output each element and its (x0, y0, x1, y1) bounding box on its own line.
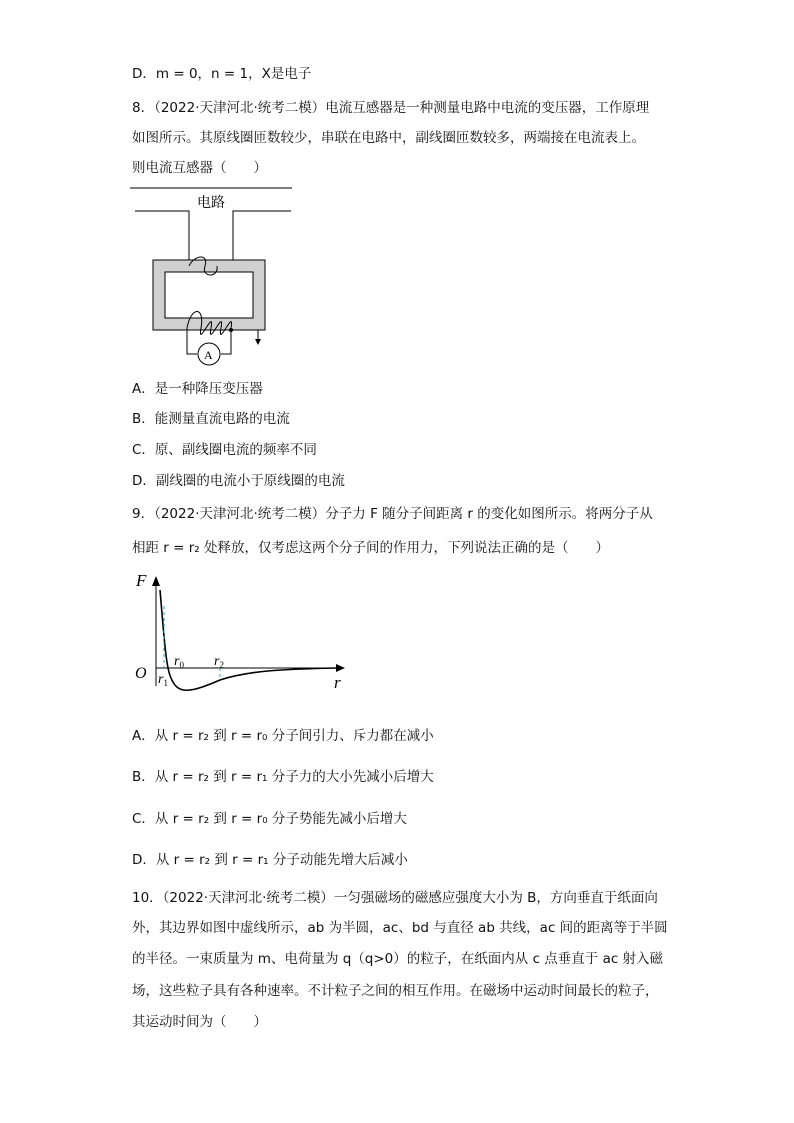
question-8-line-2: 如图所示。其原线圈匝数较少，串联在电路中，副线圈匝数较多，两端接在电流表上。 (132, 130, 645, 146)
q9-option-b: B．从 r = r₂ 到 r = r₁ 分子力的大小先减小后增大 (132, 769, 434, 785)
question-8-line-1: 8．（2022·天津河北·统考二模）电流互感器是一种测量电路中电流的变压器，工作原理 (132, 100, 650, 116)
force-curve (160, 590, 336, 690)
question-10-line-1: 10．（2022·天津河北·统考二模）一匀强磁场的磁感应强度大小为 B，方向垂直于纸面向 (132, 890, 658, 906)
question-10-line-5: 其运动时间为（ ） (132, 1014, 267, 1030)
circuit-left-wire (135, 211, 189, 260)
q9-option-c: C．从 r = r₂ 到 r = r₀ 分子势能先减小后增大 (132, 811, 407, 827)
x-axis-arrow (336, 664, 345, 672)
y-axis-arrow (152, 576, 160, 586)
option-7d: D．m = 0，n = 1，X是电子 (132, 66, 312, 82)
r1-label: $r_1$ (158, 672, 168, 688)
q8-option-a: A．是一种降压变压器 (132, 381, 263, 397)
x-axis-label: r (334, 673, 341, 692)
ground-wire (231, 330, 258, 340)
ground-arrow (255, 339, 261, 345)
question-8-line-3: 则电流互感器（ ） (132, 160, 267, 176)
q9-option-a: A．从 r = r₂ 到 r = r₀ 分子间引力、斥力都在减小 (132, 728, 434, 744)
y-axis-label: F (136, 571, 147, 590)
question-9-line-1: 9．（2022·天津河北·统考二模）分子力 F 随分子间距离 r 的变化如图所示。将两分子从 (132, 506, 653, 522)
origin-label: O (135, 665, 147, 682)
q8-option-d: D．副线圈的电流小于原线圈的电流 (132, 473, 345, 489)
secondary-left-wire (187, 328, 197, 354)
secondary-right-wire (221, 328, 231, 354)
question-10-line-4: 场，这些粒子具有各种速率。不计粒子之间的相互作用。在磁场中运动时间最长的粒子， (132, 983, 659, 999)
core-window (165, 272, 253, 318)
q9-option-d: D．从 r = r₂ 到 r = r₁ 分子动能先增大后减小 (132, 852, 408, 868)
question-10-line-3: 的半径。一束质量为 m、电荷量为 q（q>0）的粒子，在纸面内从 c 点垂直于 ac 射入磁 (132, 951, 664, 967)
circuit-label: 电路 (197, 196, 225, 211)
r0-label: $r_0$ (174, 654, 184, 670)
question-9-line-2: 相距 r = r₂ 处释放，仅考虑这两个分子间的作用力，下列说法正确的是（ ） (132, 540, 609, 556)
molecular-force-figure (130, 566, 350, 696)
q8-option-c: C．原、副线圈电流的频率不同 (132, 442, 317, 458)
r2-label: $r_2$ (214, 654, 224, 670)
ammeter-label: A (204, 348, 213, 362)
q8-option-b: B．能测量直流电路的电流 (132, 411, 290, 427)
current-transformer-figure (125, 182, 300, 372)
question-10-line-2: 外，其边界如图中虚线所示，ab 为半圆，ac、bd 与直径 ab 共线，ac 间的距离等于半圆 (132, 920, 668, 936)
